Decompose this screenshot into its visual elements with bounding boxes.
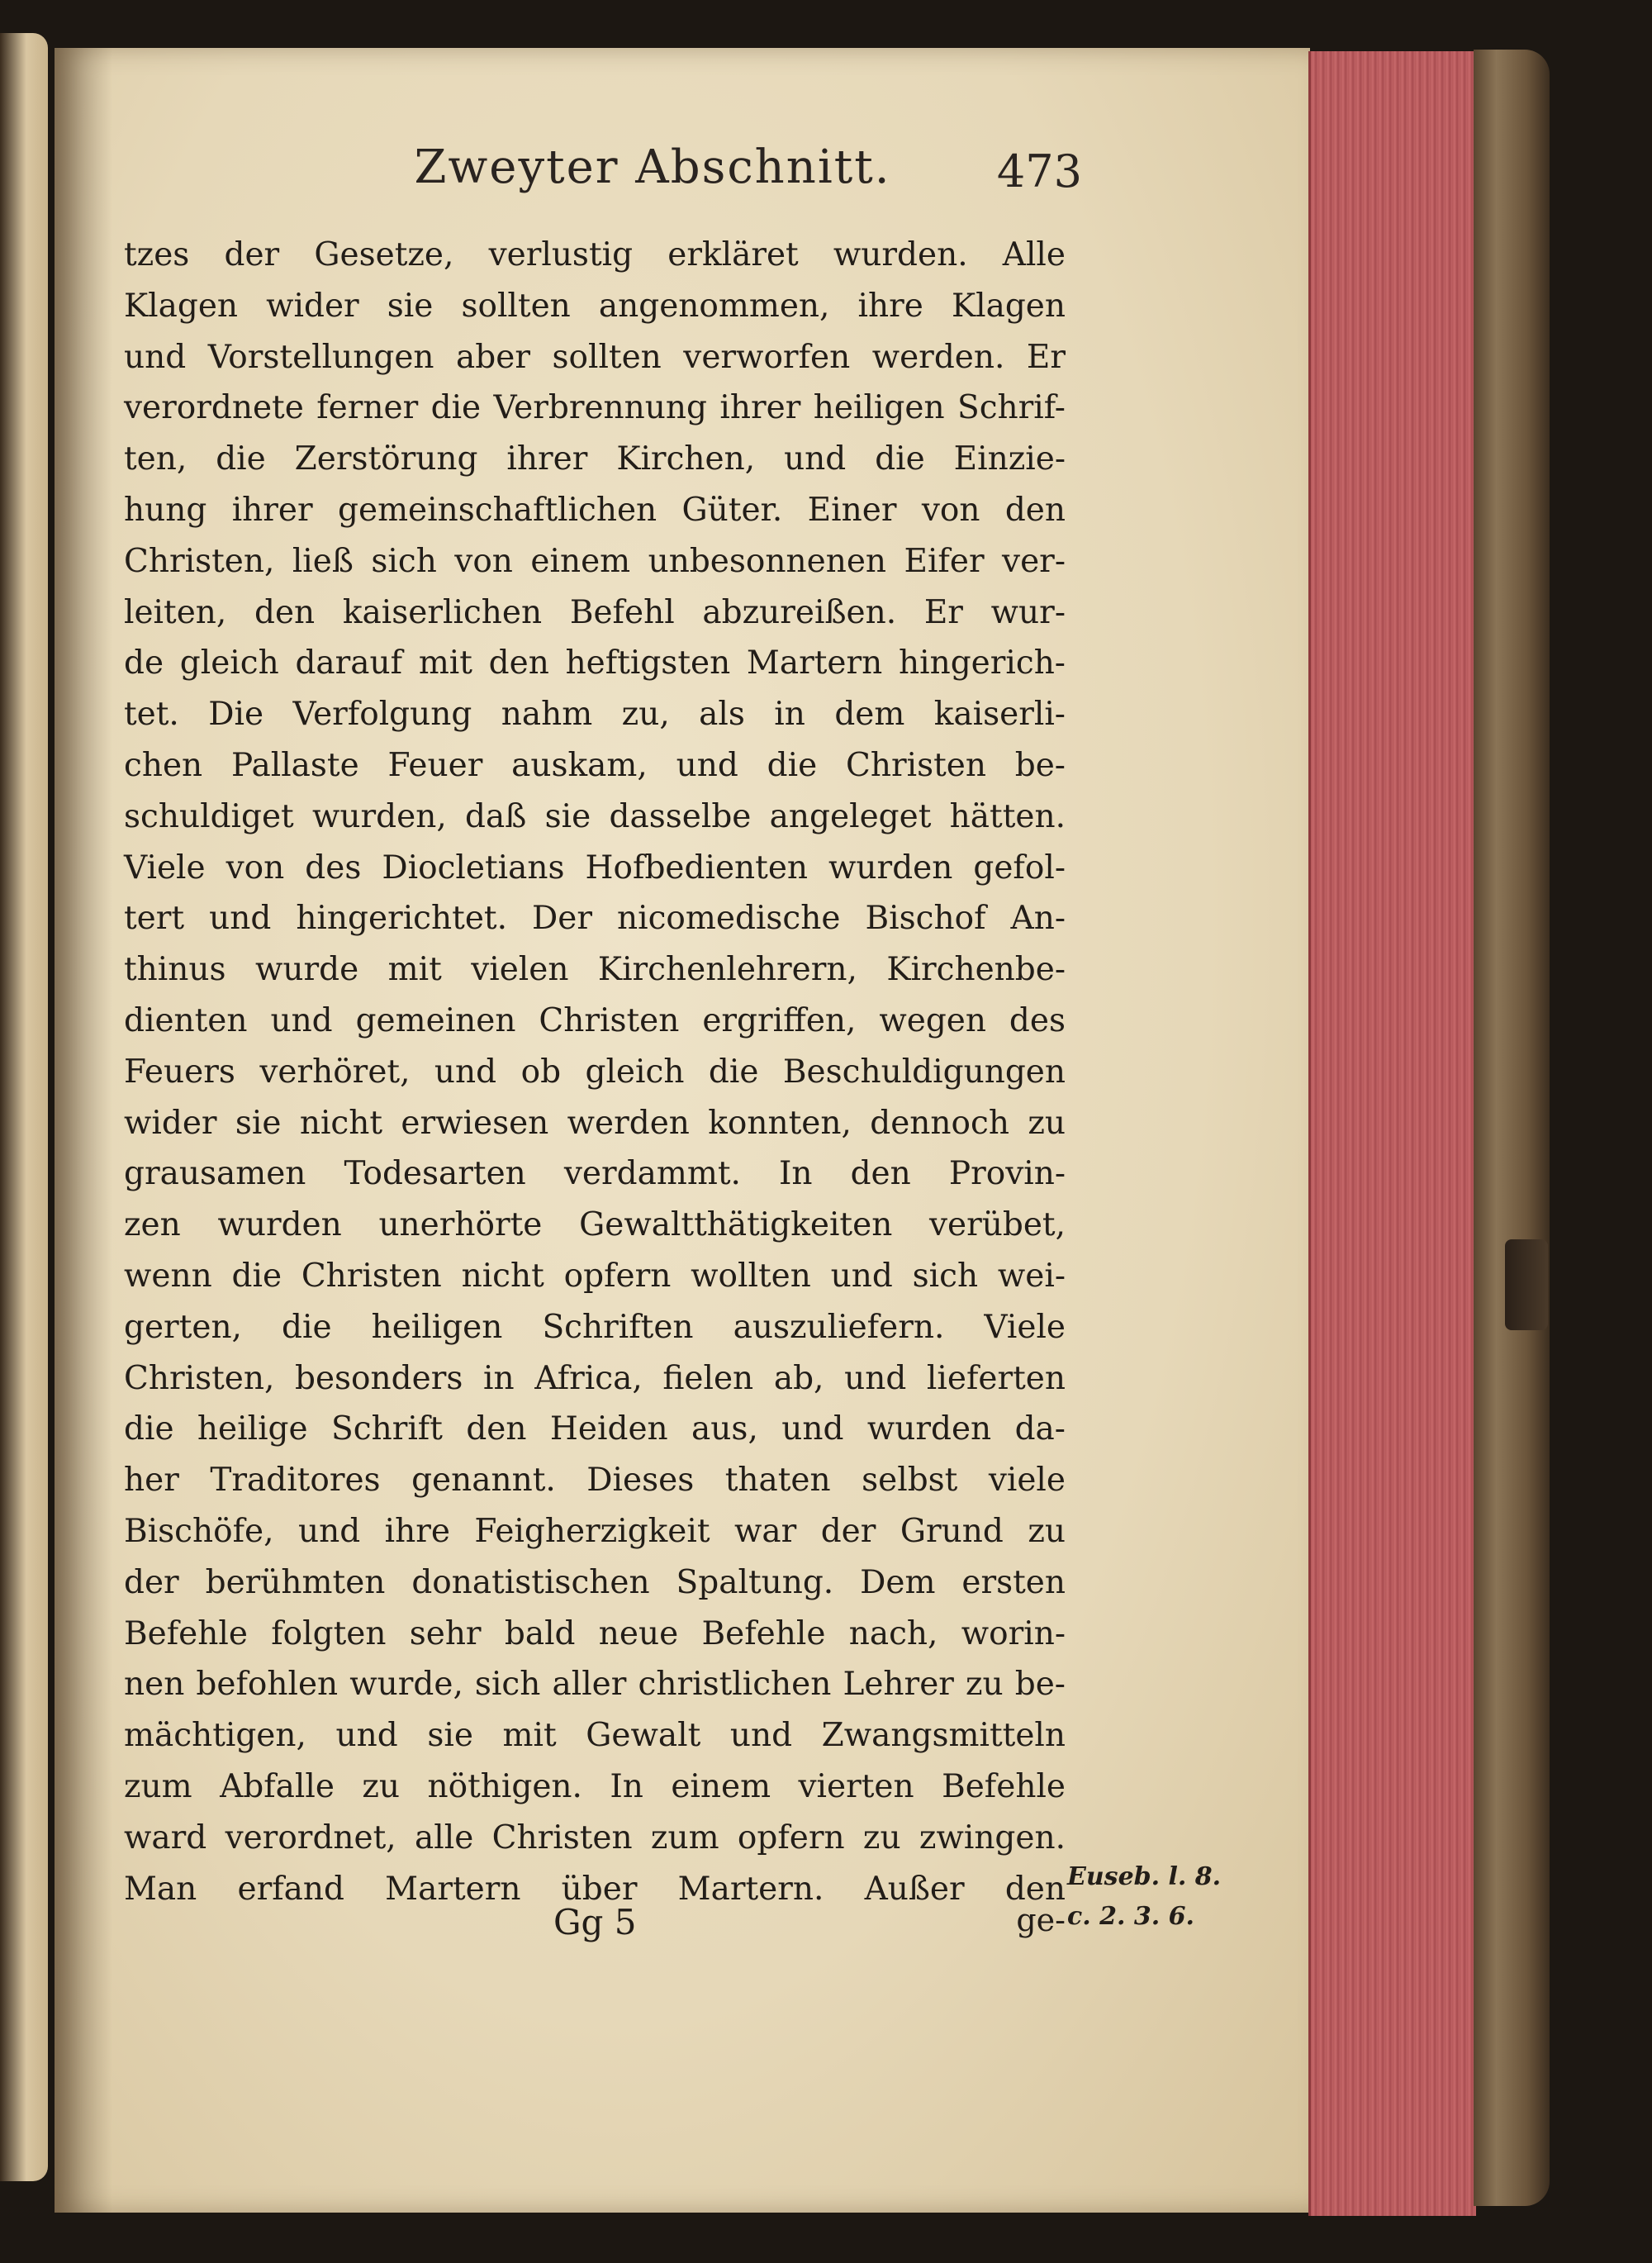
text-line: ten, die Zerstörung ihrer Kirchen, und die Einzie- [124, 440, 1066, 478]
text-line: Bischöfe, und ihre Feigherzigkeit war der Grund zu [124, 1512, 1066, 1550]
page-edges [1308, 51, 1476, 2216]
book-binding [1474, 50, 1550, 2206]
text-line: schuldiget wurden, daß sie dasselbe angeleget hätten. [124, 797, 1066, 835]
text-line: Man erfand Martern über Martern. Außer den [124, 1870, 1066, 1908]
text-line: Feuers verhöret, und ob gleich die Beschuldigungen [124, 1053, 1066, 1091]
text-line: leiten, den kaiserlichen Befehl abzureißen. Er wur- [124, 593, 1066, 631]
text-line: Christen, besonders in Africa, fielen ab, und lieferten [124, 1359, 1066, 1397]
text-line: der berühmten donatistischen Spaltung. Dem ersten [124, 1563, 1066, 1601]
text-line: thinus wurde mit vielen Kirchenlehrern, Kirchenbe- [124, 951, 1066, 989]
text-line: tert und hingerichtet. Der nicomedische Bischof An- [124, 900, 1066, 938]
text-line: Befehle folgten sehr bald neue Befehle nach, worin- [124, 1614, 1066, 1652]
text-line: und Vorstellungen aber sollten verworfen werden. Er [124, 338, 1066, 376]
text-line: hung ihrer gemeinschaftlichen Güter. Einer von den [124, 491, 1066, 529]
text-line: grausamen Todesarten verdammt. In den Provin- [124, 1155, 1066, 1193]
text-line: Viele von des Diocletians Hofbedienten wurden gefol- [124, 849, 1066, 887]
text-line: verordnete ferner die Verbrennung ihrer heiligen Schrif- [124, 389, 1066, 427]
text-line: tzes der Gesetze, verlustig erkläret wurden. Alle [124, 236, 1066, 273]
page-header [124, 140, 1082, 207]
text-line: Klagen wider sie sollten angenommen, ihre Klagen [124, 287, 1066, 325]
text-line: wider sie nicht erwiesen werden konnten, dennoch zu [124, 1104, 1066, 1142]
margin-note-line: c. 2. 3. 6. [1067, 1902, 1194, 1931]
text-line: chen Pallaste Feuer auskam, und die Christen be- [124, 746, 1066, 784]
printer-signature: Gg 5 [553, 1902, 637, 1942]
text-line: dienten und gemeinen Christen ergriffen, wegen des [124, 1001, 1066, 1039]
margin-note-line: Euseb. l. 8. [1067, 1862, 1222, 1891]
text-line: zum Abfalle zu nöthigen. In einem vierten Befehle [124, 1767, 1066, 1805]
text-line: de gleich darauf mit den heftigsten Martern hingerich- [124, 644, 1066, 682]
text-line: ward verordnet, alle Christen zum opfern zu zwingen. [124, 1818, 1066, 1857]
text-line: tet. Die Verfolgung nahm zu, als in dem kaiserli- [124, 696, 1066, 734]
gutter-shadow [55, 48, 112, 2213]
book-clasp [1505, 1239, 1548, 1330]
page-number: 473 [996, 145, 1082, 197]
margin-note [1067, 1857, 1221, 1937]
page-footer [124, 1902, 1066, 1953]
text-line: mächtigen, und sie mit Gewalt und Zwangsmitteln [124, 1717, 1066, 1755]
body-text [124, 230, 1066, 1914]
text-line: Christen, ließ sich von einem unbesonnenen Eifer ver- [124, 542, 1066, 580]
text-line: die heilige Schrift den Heiden aus, und wurden da- [124, 1410, 1066, 1448]
catchword: ge- [1016, 1902, 1066, 1938]
text-line: wenn die Christen nicht opfern wollten und sich wei- [124, 1257, 1066, 1295]
text-line: zen wurden unerhörte Gewaltthätigkeiten verübet, [124, 1206, 1066, 1244]
text-line: gerten, die heiligen Schriften auszuliefern. Viele [124, 1308, 1066, 1346]
text-line: nen befohlen wurde, sich aller christlichen Lehrer zu be- [124, 1666, 1066, 1704]
text-line: her Traditores genannt. Dieses thaten selbst viele [124, 1462, 1066, 1500]
running-head: Zweyter Abschnitt. [414, 140, 891, 194]
left-page-edge [0, 33, 48, 2181]
